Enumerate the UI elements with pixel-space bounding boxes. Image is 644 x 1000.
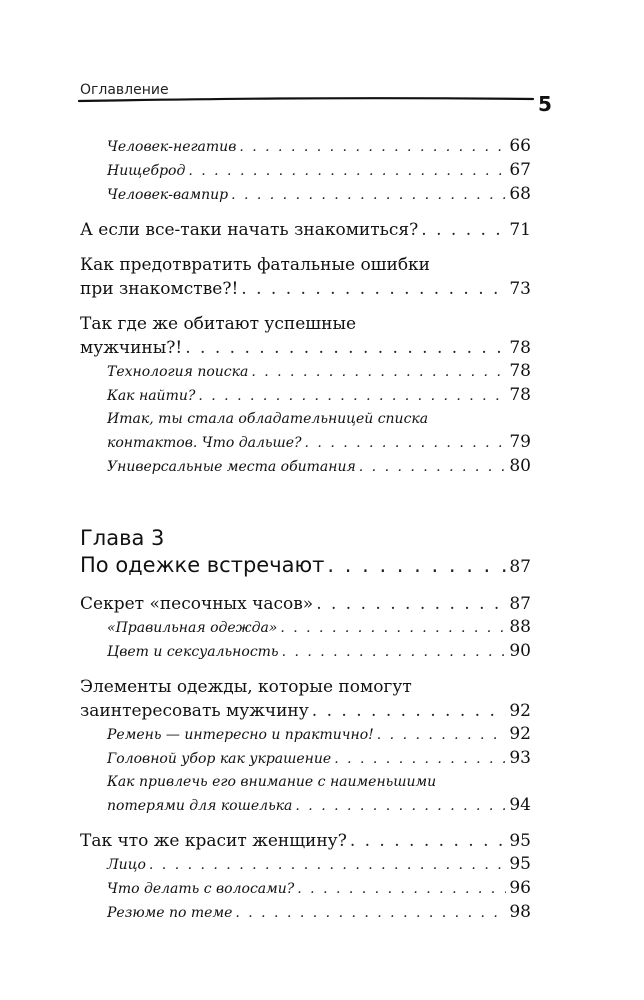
toc-entry-title: потерями для кошелька xyxy=(107,798,293,814)
toc-entry-title: Технология поиска xyxy=(107,364,249,380)
toc-entry xyxy=(80,183,531,207)
toc-entry-page: 87 xyxy=(509,594,531,614)
dot-leader xyxy=(297,878,506,901)
dot-leader xyxy=(295,795,506,818)
toc-entry xyxy=(80,794,531,818)
toc-entry-title: «Правильная одежда» xyxy=(107,620,278,636)
toc-entry-title-line: Как привлечь его внимание с наименьшими xyxy=(107,774,437,790)
toc-entry-page: 73 xyxy=(509,279,531,299)
toc-entry-page: 78 xyxy=(509,361,531,381)
toc-entry xyxy=(80,218,531,242)
dot-leader xyxy=(312,699,507,723)
dot-leader xyxy=(251,361,506,384)
page-number: 5 xyxy=(538,92,552,116)
header-rule xyxy=(78,95,534,105)
toc-entry-title: Человек-вампир xyxy=(107,187,229,203)
dot-leader xyxy=(198,385,506,408)
toc-entry-page: 95 xyxy=(509,831,531,851)
toc-entry-title-line: Итак, ты стала обладательницей списка xyxy=(107,411,429,427)
toc-entry-title: Нищеброд xyxy=(107,163,186,179)
toc-entry-title-line: Так где же обитают успешные xyxy=(80,314,357,334)
toc-entry-title: Секрет «песочных часов» xyxy=(80,594,314,614)
toc-entry-title: А если все-таки начать знакомиться? xyxy=(80,220,419,240)
dot-leader xyxy=(327,551,506,579)
toc-entry-title: контактов. Что дальше? xyxy=(107,435,302,451)
toc-entry xyxy=(80,431,531,455)
dot-leader xyxy=(239,136,506,159)
toc-entry-title: Ремень — интересно и практично! xyxy=(107,727,374,743)
chapter-label: Глава 3 xyxy=(80,526,165,550)
toc-entry xyxy=(80,592,531,616)
toc-entry-title-line: Как предотвратить фатальные ошибки xyxy=(80,255,431,275)
toc-entry xyxy=(80,640,531,664)
running-head: Оглавление xyxy=(80,82,169,98)
chapter-entry xyxy=(80,551,531,581)
dot-leader xyxy=(235,902,506,925)
toc-entry-page: 95 xyxy=(509,854,531,874)
dot-leader xyxy=(282,641,507,664)
toc-entry xyxy=(80,277,531,301)
toc-entry-title: при знакомстве?! xyxy=(80,279,239,299)
toc-entry-title: Лицо xyxy=(107,857,146,873)
toc-entry-page: 94 xyxy=(509,795,531,815)
toc-entry-title: Что делать с волосами? xyxy=(107,881,295,897)
dot-leader xyxy=(305,432,507,455)
toc-entry xyxy=(80,360,531,384)
toc-entry-page: 93 xyxy=(509,748,531,768)
toc-entry xyxy=(80,877,531,901)
toc-entry-page: 92 xyxy=(509,701,531,721)
toc-entry-title: Резюме по теме xyxy=(107,905,233,921)
toc-entry-page: 90 xyxy=(509,641,531,661)
toc-entry-page: 79 xyxy=(509,432,531,452)
chapter-title: По одежке встречают xyxy=(80,553,325,577)
dot-leader xyxy=(334,748,506,771)
toc-entry-title: Так что же красит женщину? xyxy=(80,831,347,851)
toc-entry xyxy=(80,336,531,360)
toc-entry-title: Как найти? xyxy=(107,388,196,404)
toc-entry xyxy=(80,135,531,159)
toc-entry-page: 98 xyxy=(509,902,531,922)
toc-entry-page: 71 xyxy=(509,220,531,240)
toc-entry-title-line: Элементы одежды, которые помогут xyxy=(80,677,412,697)
toc-entry-page: 66 xyxy=(509,136,531,156)
toc-entry-page: 78 xyxy=(509,385,531,405)
dot-leader xyxy=(350,829,507,853)
toc-entry xyxy=(80,699,531,723)
dot-leader xyxy=(316,592,506,616)
toc-entry xyxy=(80,723,531,747)
dot-leader xyxy=(421,218,506,242)
dot-leader xyxy=(359,456,507,479)
dot-leader xyxy=(185,336,506,360)
toc-entry-title: Цвет и сексуальность xyxy=(107,644,279,660)
toc-entry-page: 87 xyxy=(509,557,531,577)
toc-entry-title: Универсальные места обитания xyxy=(107,459,356,475)
toc-entry xyxy=(80,901,531,925)
toc-entry xyxy=(80,616,531,640)
dot-leader xyxy=(280,617,506,640)
toc-entry-title: заинтересовать мужчину xyxy=(80,701,309,721)
dot-leader xyxy=(231,184,506,207)
toc-entry xyxy=(80,384,531,408)
table-of-contents xyxy=(80,135,531,925)
dot-leader xyxy=(377,724,507,747)
toc-entry-title: Человек-негатив xyxy=(107,139,237,155)
toc-entry-page: 67 xyxy=(509,160,531,180)
toc-entry xyxy=(80,853,531,877)
toc-entry-page: 88 xyxy=(509,617,531,637)
dot-leader xyxy=(149,854,506,877)
toc-entry-page: 68 xyxy=(509,184,531,204)
toc-entry xyxy=(80,747,531,771)
toc-entry-page: 80 xyxy=(509,456,531,476)
toc-entry xyxy=(80,829,531,853)
toc-entry-page: 92 xyxy=(509,724,531,744)
toc-entry-title: мужчины?! xyxy=(80,338,183,358)
dot-leader xyxy=(241,277,506,301)
toc-entry-page: 96 xyxy=(509,878,531,898)
toc-entry-page: 78 xyxy=(509,338,531,358)
toc-entry-title: Головной убор как украшение xyxy=(107,751,332,767)
toc-entry xyxy=(80,159,531,183)
dot-leader xyxy=(188,160,506,183)
toc-entry xyxy=(80,455,531,479)
